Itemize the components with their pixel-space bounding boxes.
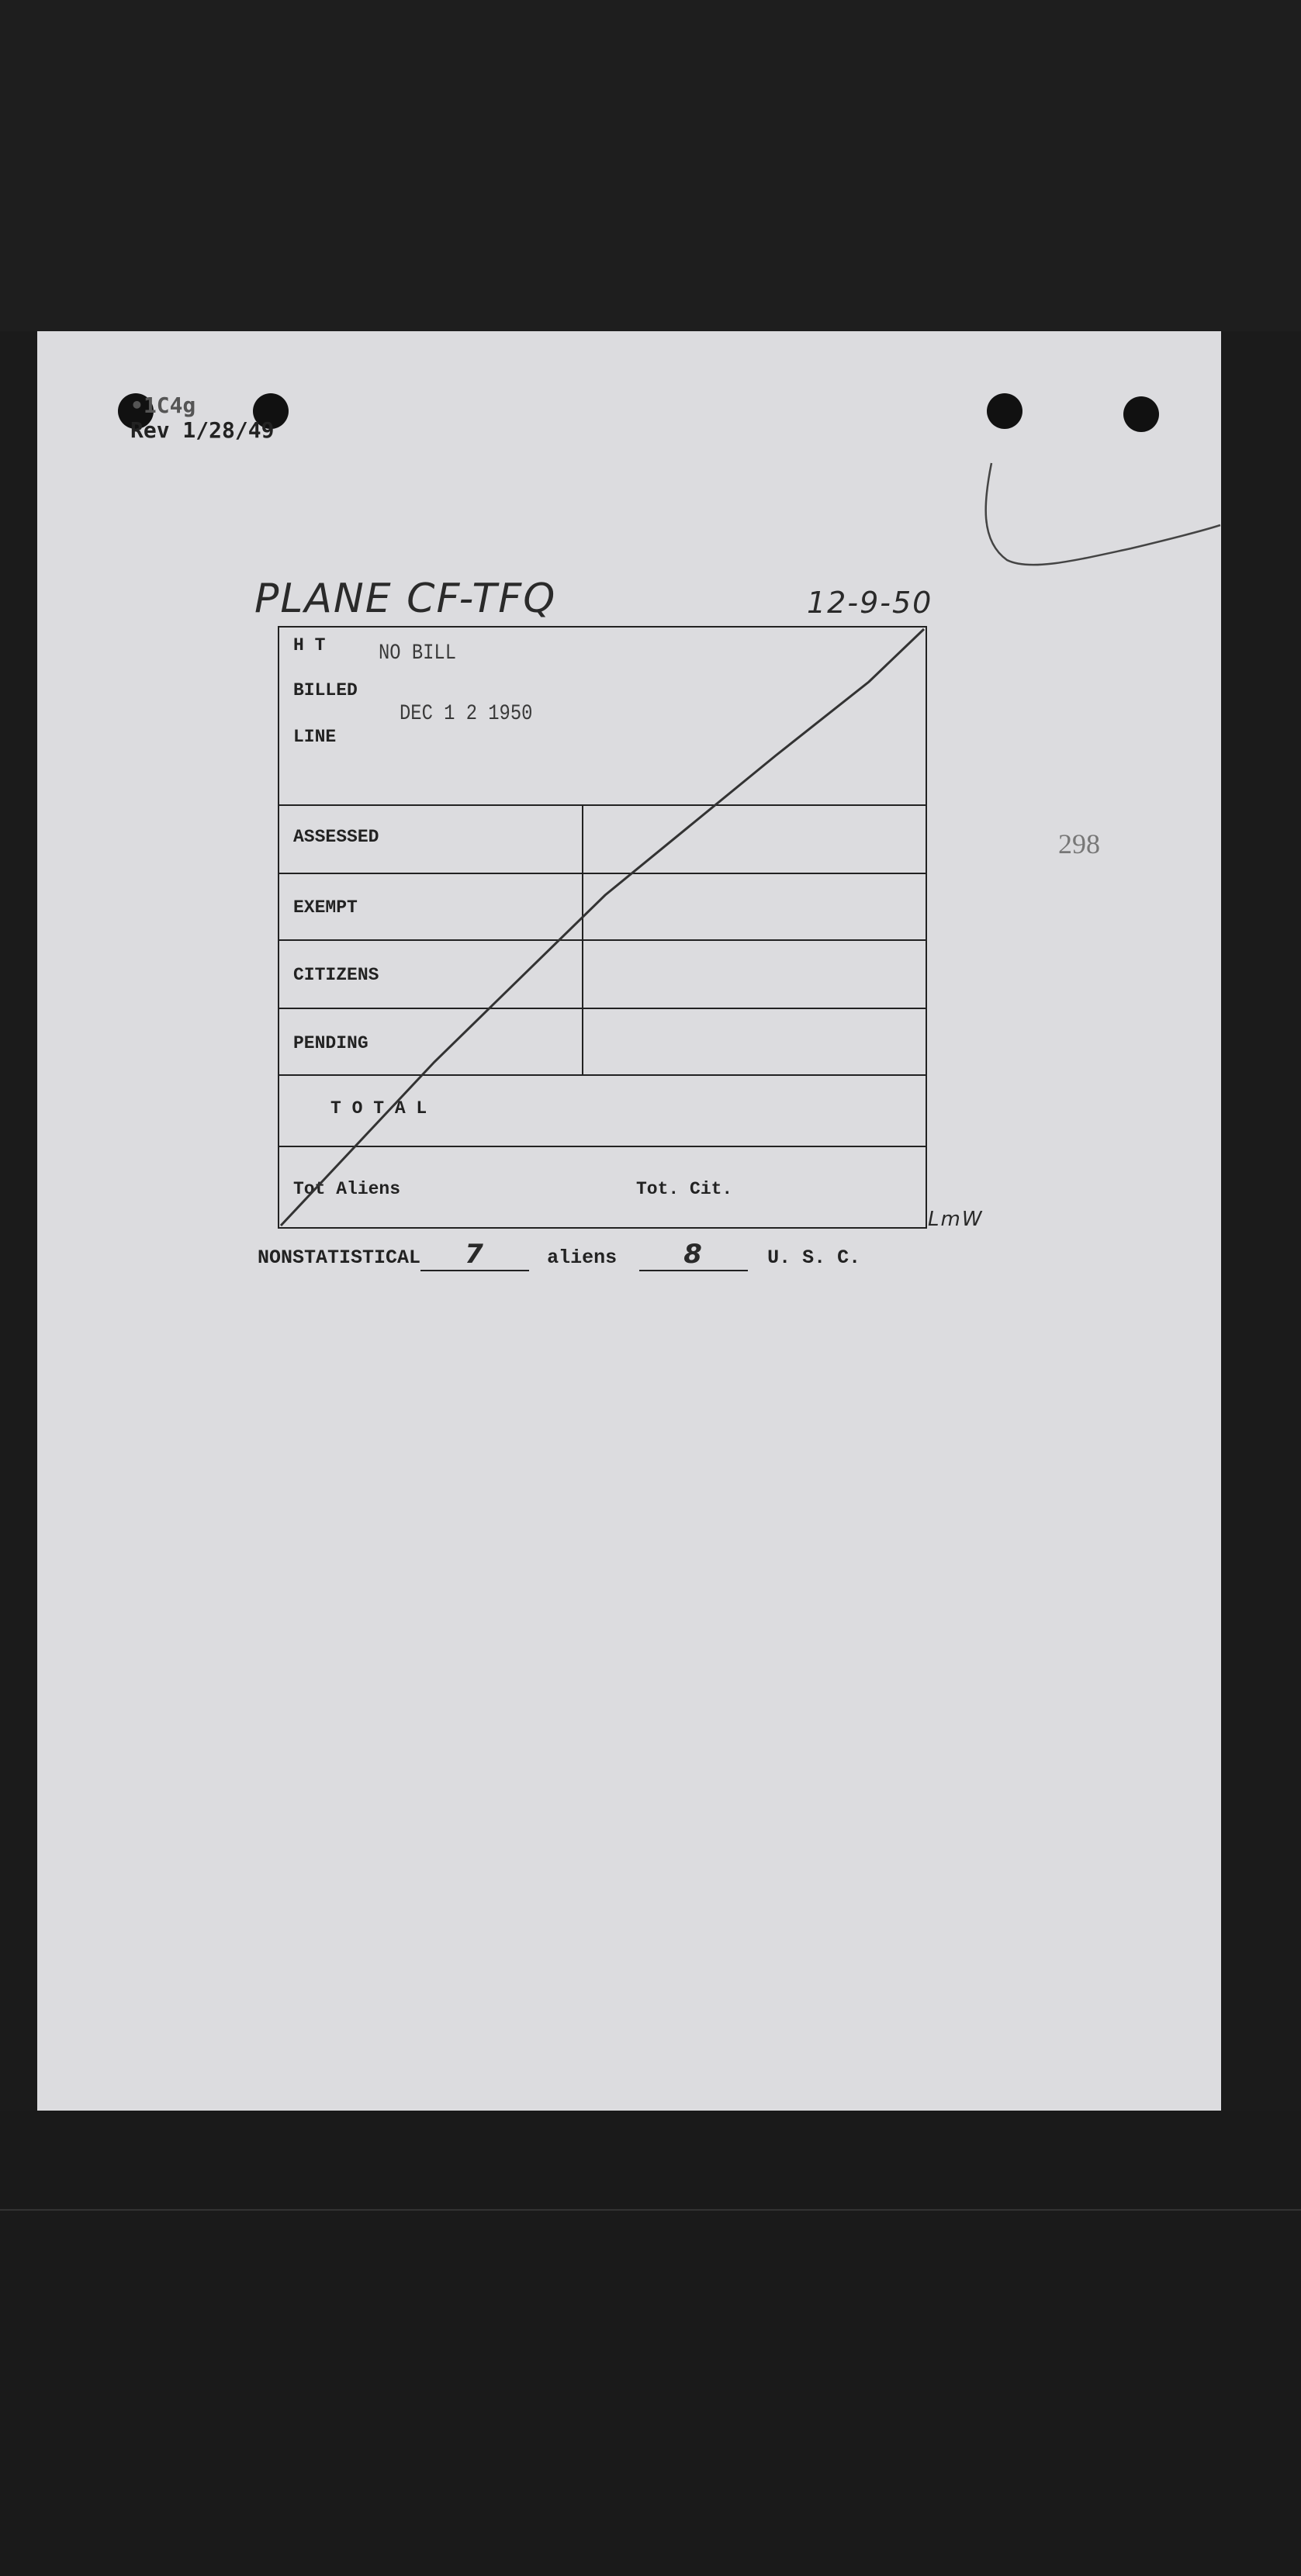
form-revision: Rev 1/28/49 bbox=[130, 417, 275, 443]
nonstatistical-label: NONSTATISTICAL bbox=[258, 1247, 421, 1269]
usc-count: 8 bbox=[683, 1239, 704, 1270]
form-number: •1C4g bbox=[130, 392, 196, 418]
usc-label: U. S. C. bbox=[767, 1247, 861, 1269]
manifest-tally-form bbox=[278, 626, 927, 1229]
date-stamp: DEC 1 2 1950 bbox=[400, 702, 533, 726]
tot-cit-label: Tot. Cit. bbox=[636, 1179, 733, 1199]
scan-bottom-band bbox=[0, 2111, 1301, 2576]
row-label-assessed: ASSESSED bbox=[293, 827, 379, 847]
row-label-exempt: EXEMPT bbox=[293, 897, 358, 918]
ht-label: H T bbox=[293, 635, 326, 655]
punch-hole-icon bbox=[987, 393, 1022, 429]
line-label: LINE bbox=[293, 727, 337, 747]
page-number: 298 bbox=[1058, 828, 1100, 859]
no-bill-stamp: NO BILL bbox=[379, 641, 456, 666]
document-page bbox=[37, 331, 1221, 2111]
scan-divider-line bbox=[0, 2209, 1301, 2211]
total-label: T O T A L bbox=[330, 1098, 427, 1119]
scan-top-band bbox=[0, 0, 1301, 331]
handwritten-date: 12-9-50 bbox=[807, 586, 933, 620]
plane-label: PLANE CF-TFQ bbox=[254, 576, 557, 622]
tot-aliens-label: Tot Aliens bbox=[293, 1179, 401, 1199]
row-label-citizens: CITIZENS bbox=[293, 965, 379, 985]
punch-hole-icon bbox=[1123, 396, 1159, 432]
row-label-pending: PENDING bbox=[293, 1033, 369, 1053]
handwritten-corner-mark bbox=[976, 455, 1224, 579]
aliens-count: 7 bbox=[465, 1239, 485, 1270]
diagonal-cancel-line bbox=[279, 628, 926, 1227]
handwritten-initials: LmW bbox=[928, 1208, 984, 1231]
aliens-label: aliens bbox=[547, 1247, 618, 1269]
nonstatistical-line bbox=[258, 1239, 860, 1271]
billed-label: BILLED bbox=[293, 680, 358, 700]
form-number-block bbox=[130, 393, 274, 443]
